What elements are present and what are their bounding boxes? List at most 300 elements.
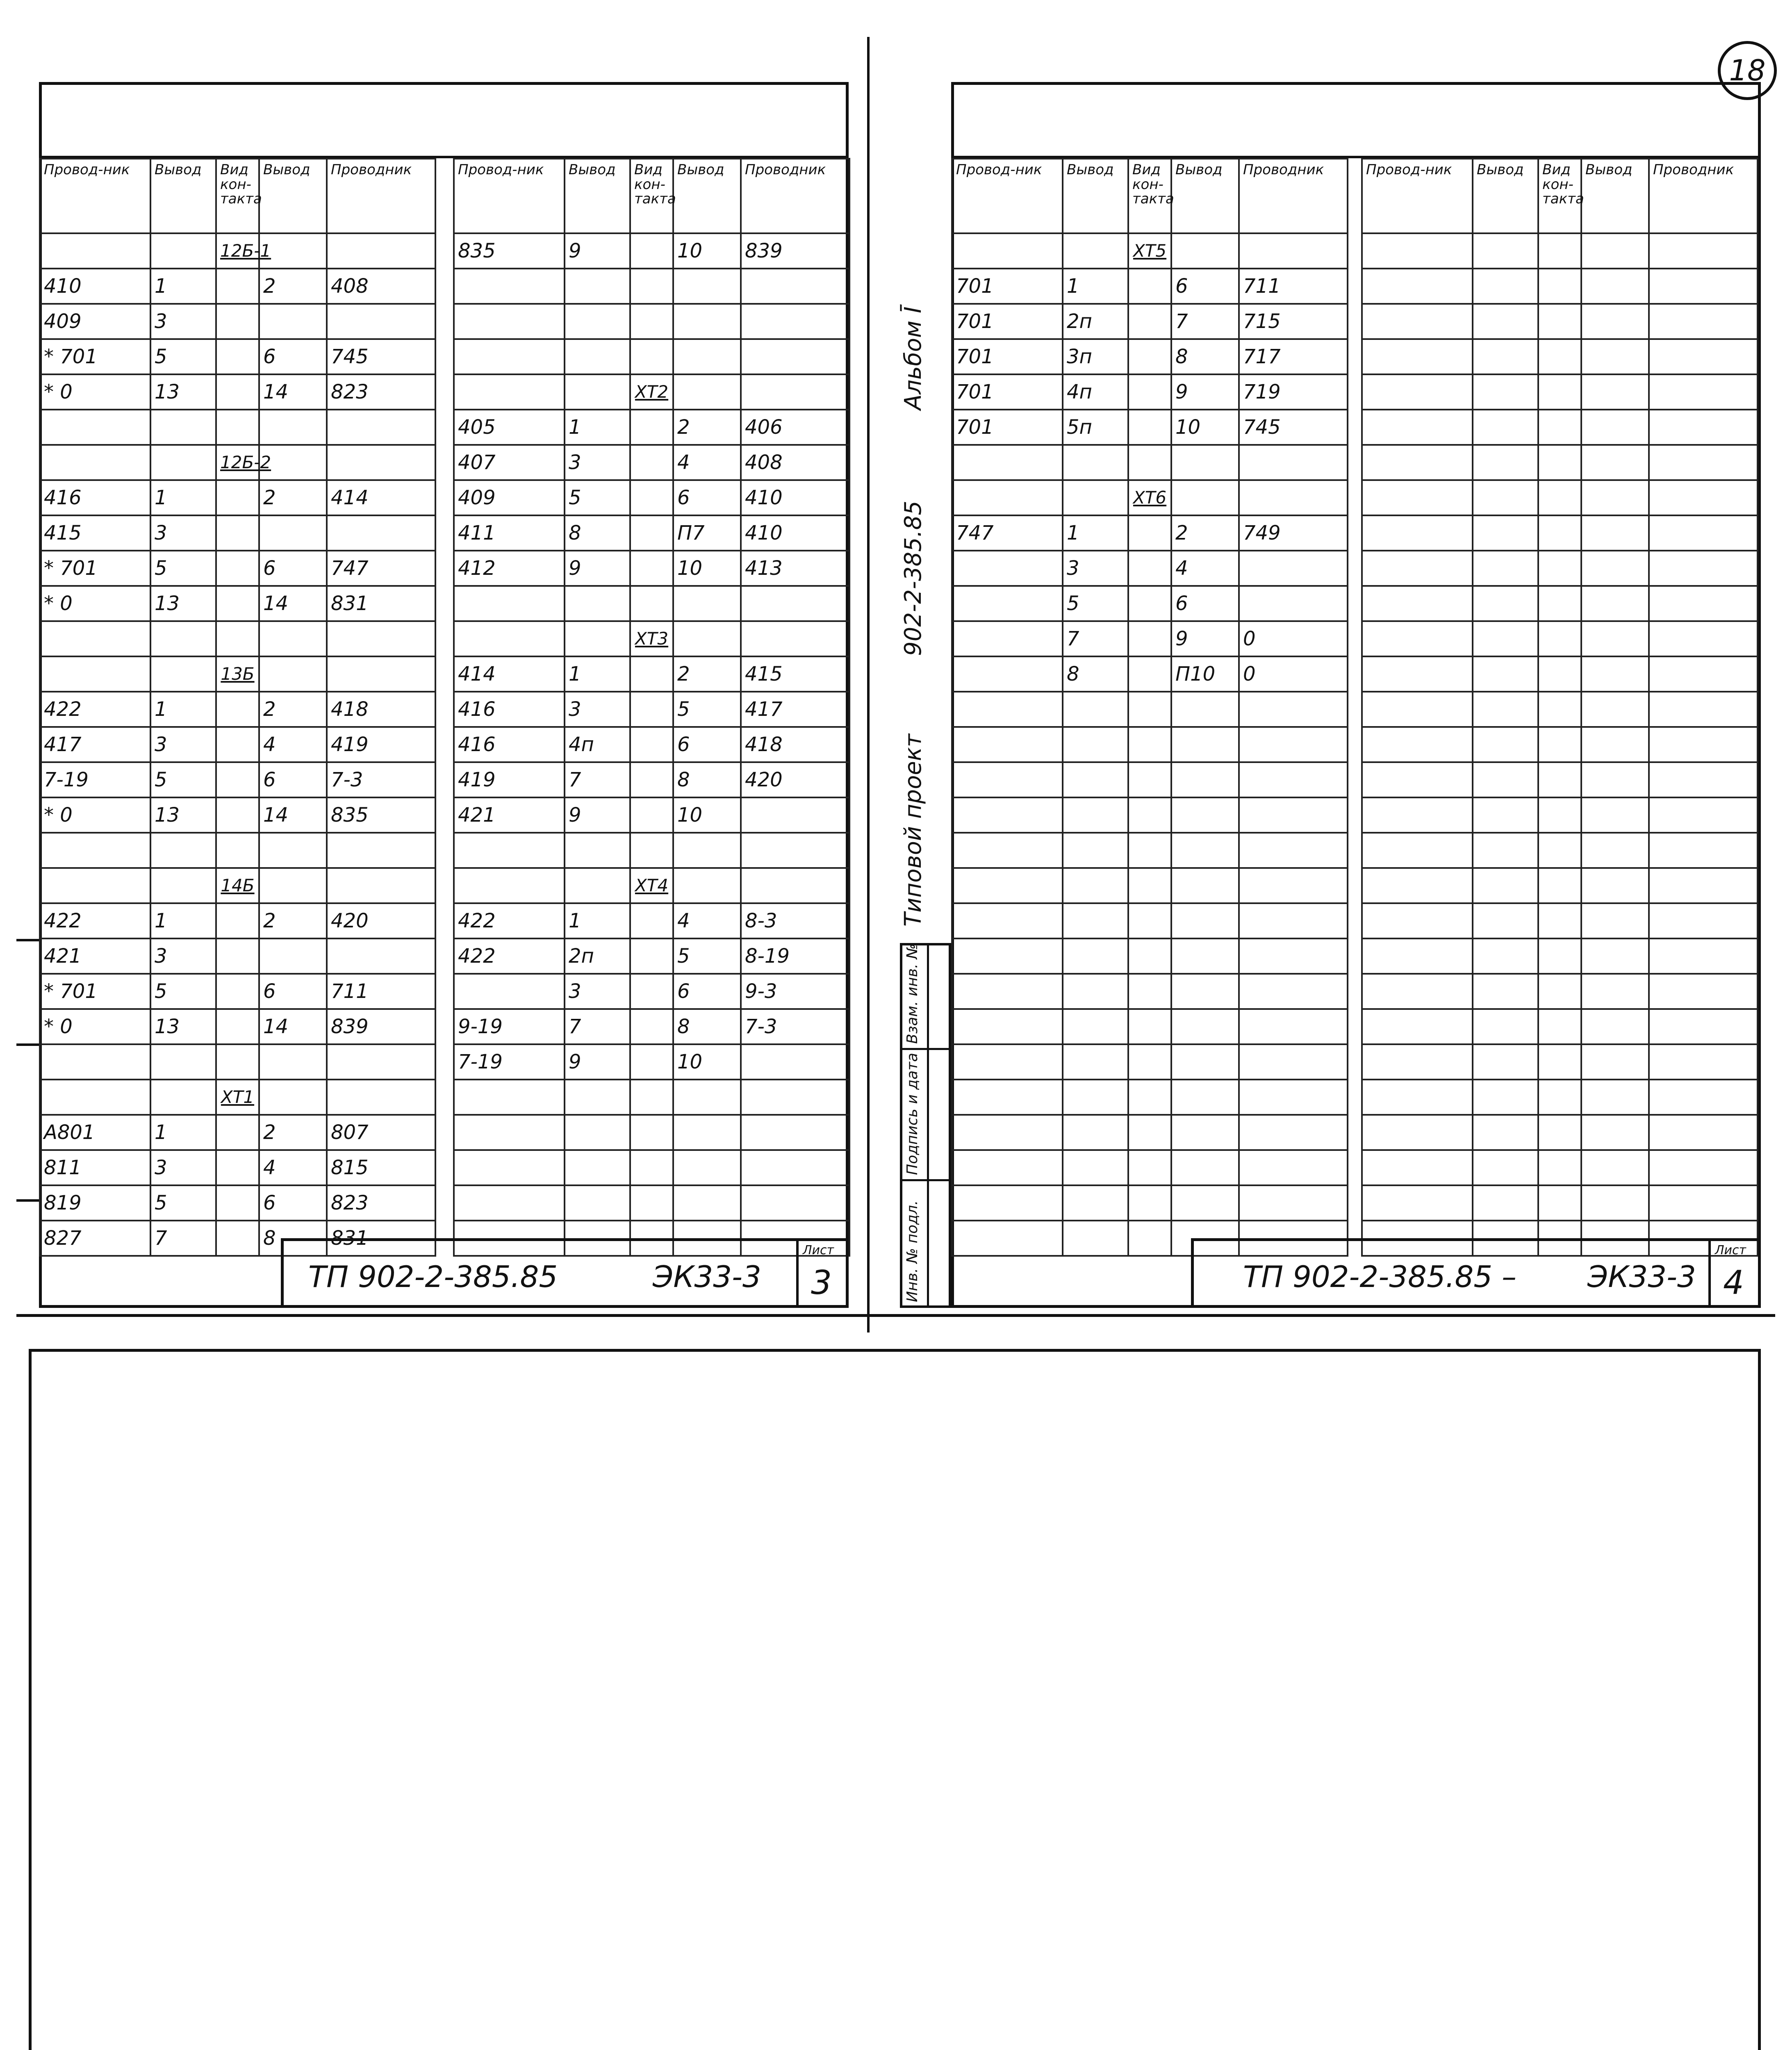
- table-cell: [1362, 974, 1473, 1009]
- table-cell: 414: [454, 656, 565, 692]
- contact-type-cell: [1128, 938, 1171, 974]
- table-cell: 8-19: [741, 938, 849, 974]
- table-cell: [259, 621, 327, 656]
- table-cell: [565, 304, 630, 339]
- table-cell: 7-3: [327, 762, 435, 797]
- table-cell: [259, 304, 327, 339]
- table-row: [952, 797, 1348, 833]
- table-cell: [40, 868, 150, 903]
- contact-type-cell: [1538, 1080, 1581, 1115]
- table-cell: [1473, 833, 1538, 868]
- table-cell: 9-19: [454, 1009, 565, 1044]
- contact-type-cell: [630, 233, 673, 269]
- table-cell: [1581, 233, 1649, 269]
- table-cell: [1063, 833, 1128, 868]
- table-row: [40, 1080, 435, 1115]
- table-cell: [565, 1185, 630, 1221]
- table-row: [454, 797, 849, 833]
- table-cell: [1649, 727, 1758, 762]
- table-cell: 2: [259, 1115, 327, 1150]
- table-cell: 9: [565, 233, 630, 269]
- table-cell: [1362, 551, 1473, 586]
- table-row: [40, 974, 435, 1009]
- contact-type-cell: [216, 938, 259, 974]
- table-cell: [952, 233, 1063, 269]
- table-cell: [1473, 692, 1538, 727]
- table-cell: [327, 1080, 435, 1115]
- table-header-row: [40, 159, 435, 233]
- table-cell: [1473, 480, 1538, 515]
- table-cell: [1362, 762, 1473, 797]
- table-row: [952, 727, 1348, 762]
- table-cell: 417: [741, 692, 849, 727]
- table-row: [952, 1009, 1348, 1044]
- header-terminal: Вывод: [1581, 159, 1649, 233]
- table-cell: 3: [150, 515, 216, 551]
- contact-type-cell: [1538, 656, 1581, 692]
- table-cell: [1473, 1150, 1538, 1185]
- table-row: [1362, 621, 1758, 656]
- table-cell: [1239, 833, 1348, 868]
- table-cell: [1362, 1080, 1473, 1115]
- table-cell: [565, 621, 630, 656]
- table-cell: [1063, 1009, 1128, 1044]
- contact-type-cell: [216, 1044, 259, 1080]
- table-cell: [150, 1044, 216, 1080]
- table-row: [454, 269, 849, 304]
- table-cell: [565, 1115, 630, 1150]
- sheet4-sheet-label: Лист: [1715, 1243, 1746, 1257]
- table-cell: [1649, 1009, 1758, 1044]
- table-cell: [1239, 727, 1348, 762]
- side-stamp-label-inv: Инв. № подл.: [904, 1200, 921, 1302]
- side-text-project-code: 902-2-385.85: [900, 501, 927, 656]
- table-cell: 2: [259, 903, 327, 938]
- table-row: [40, 1150, 435, 1185]
- left-tick-1: [16, 939, 41, 941]
- table-row: [454, 1115, 849, 1150]
- table-cell: [1473, 374, 1538, 410]
- table-row: [1362, 938, 1758, 974]
- table-cell: 5: [150, 339, 216, 374]
- contact-type-cell: [630, 586, 673, 621]
- table-cell: 420: [327, 903, 435, 938]
- table-cell: [673, 621, 741, 656]
- table-cell: 8-3: [741, 903, 849, 938]
- table-cell: [1063, 938, 1128, 974]
- contact-type-cell: [630, 304, 673, 339]
- table-cell: 422: [454, 903, 565, 938]
- table-row: [454, 304, 849, 339]
- table-cell: 13: [150, 1009, 216, 1044]
- table-cell: 422: [40, 903, 150, 938]
- table-cell: 7: [565, 1009, 630, 1044]
- table-cell: [1063, 1044, 1128, 1080]
- table-cell: 7: [1171, 304, 1239, 339]
- sheet3-stamp-code: ТП 902-2-385.85: [308, 1260, 558, 1294]
- table-cell: [1063, 727, 1128, 762]
- contact-type-cell: 12Б-2: [216, 445, 259, 480]
- table-cell: 420: [741, 762, 849, 797]
- contact-type-cell: ХТ2: [630, 374, 673, 410]
- table-cell: 4п: [1063, 374, 1128, 410]
- table-row: [1362, 445, 1758, 480]
- table-row: [454, 974, 849, 1009]
- contact-type-cell: 14Б: [216, 868, 259, 903]
- table-cell: 1: [565, 410, 630, 445]
- contact-type-cell: [1128, 903, 1171, 938]
- table-row: [952, 1080, 1348, 1115]
- table-cell: 1: [150, 692, 216, 727]
- table-cell: 4: [259, 727, 327, 762]
- table-cell: [1649, 1080, 1758, 1115]
- table-cell: [741, 1044, 849, 1080]
- table-cell: [1171, 1009, 1239, 1044]
- contact-type-cell: [630, 269, 673, 304]
- table-cell: [952, 480, 1063, 515]
- table-cell: [150, 868, 216, 903]
- table-cell: [1473, 586, 1538, 621]
- header-contact-type: Вид кон-такта: [216, 159, 259, 233]
- table-cell: 701: [952, 304, 1063, 339]
- table-cell: [40, 445, 150, 480]
- table-cell: [1362, 445, 1473, 480]
- table-cell: [1649, 586, 1758, 621]
- table-cell: [40, 656, 150, 692]
- table-cell: [1473, 1044, 1538, 1080]
- contact-type-cell: [630, 1009, 673, 1044]
- table-cell: 13: [150, 374, 216, 410]
- table-cell: [1581, 1185, 1649, 1221]
- contact-type-cell: [1538, 1115, 1581, 1150]
- table-row: [40, 551, 435, 586]
- table-cell: 8: [259, 1221, 327, 1256]
- table-cell: * 701: [40, 551, 150, 586]
- table-cell: 711: [327, 974, 435, 1009]
- table-cell: [1473, 621, 1538, 656]
- header-conductor: Провод-ник: [40, 159, 150, 233]
- table-cell: [1473, 445, 1538, 480]
- contact-type-cell: [630, 797, 673, 833]
- table-cell: 405: [454, 410, 565, 445]
- contact-type-cell: [216, 621, 259, 656]
- contact-type-cell: [630, 833, 673, 868]
- table-row: [1362, 233, 1758, 269]
- table-cell: [952, 1150, 1063, 1185]
- table-cell: [1362, 903, 1473, 938]
- table-cell: [1171, 692, 1239, 727]
- table-cell: [1473, 1080, 1538, 1115]
- table-row: [454, 1185, 849, 1221]
- table-cell: [1581, 797, 1649, 833]
- table-row: [952, 903, 1348, 938]
- side-stamp-divider: [902, 1179, 950, 1181]
- table-cell: 5: [150, 1185, 216, 1221]
- table-cell: [952, 445, 1063, 480]
- table-row: [40, 833, 435, 868]
- table-row: [952, 1044, 1348, 1080]
- table-cell: [1063, 1150, 1128, 1185]
- header-conductor: Проводник: [1239, 159, 1348, 233]
- table-cell: 418: [741, 727, 849, 762]
- table-cell: [1362, 868, 1473, 903]
- sheet3-title-stamp: [281, 1238, 849, 1308]
- table-cell: [1473, 727, 1538, 762]
- table-cell: [1063, 692, 1128, 727]
- contact-type-cell: [1538, 621, 1581, 656]
- table-cell: [454, 1115, 565, 1150]
- table-cell: [741, 1080, 849, 1115]
- table-cell: 1: [150, 269, 216, 304]
- table-cell: [1063, 762, 1128, 797]
- table-cell: [1362, 656, 1473, 692]
- table-row: [40, 339, 435, 374]
- contact-type-cell: [216, 410, 259, 445]
- header-conductor: Провод-ник: [952, 159, 1063, 233]
- table-row: [454, 1080, 849, 1115]
- table-cell: [327, 938, 435, 974]
- table-cell: [150, 833, 216, 868]
- table-row: [1362, 797, 1758, 833]
- table-cell: [1649, 1150, 1758, 1185]
- table-cell: [952, 1221, 1063, 1256]
- table-cell: [454, 833, 565, 868]
- table-cell: [952, 586, 1063, 621]
- table-cell: [40, 233, 150, 269]
- table-cell: 7-19: [454, 1044, 565, 1080]
- table-row: [454, 515, 849, 551]
- table-cell: 5: [565, 480, 630, 515]
- table-row: [454, 374, 849, 410]
- table-cell: [1362, 1150, 1473, 1185]
- table-cell: [1649, 480, 1758, 515]
- side-text-project-type: Типовой проект: [900, 733, 927, 927]
- table-cell: 9: [565, 797, 630, 833]
- table-cell: [150, 656, 216, 692]
- contact-type-cell: [216, 727, 259, 762]
- table-cell: 414: [327, 480, 435, 515]
- side-stamp-label-repl: Взам. инв. №: [904, 943, 921, 1044]
- table-cell: * 0: [40, 374, 150, 410]
- table-cell: [1581, 586, 1649, 621]
- table-cell: [454, 1080, 565, 1115]
- table-row: [454, 868, 849, 903]
- table-row: [1362, 586, 1758, 621]
- table-cell: [454, 339, 565, 374]
- table-cell: [1362, 233, 1473, 269]
- table-cell: 5: [150, 551, 216, 586]
- contact-type-cell: [1538, 586, 1581, 621]
- header-terminal: Вывод: [565, 159, 630, 233]
- table-row: [40, 445, 435, 480]
- table-cell: [40, 833, 150, 868]
- table-cell: [1473, 410, 1538, 445]
- table-cell: [1239, 586, 1348, 621]
- table-cell: 0: [1239, 656, 1348, 692]
- table-cell: [952, 1009, 1063, 1044]
- table-cell: 1: [150, 480, 216, 515]
- contact-type-cell: [1128, 868, 1171, 903]
- table-cell: [952, 903, 1063, 938]
- header-conductor: Провод-ник: [454, 159, 565, 233]
- table-cell: [1171, 480, 1239, 515]
- table-cell: [1649, 269, 1758, 304]
- upper-bottom-line: [16, 1314, 1775, 1317]
- table-row: [952, 551, 1348, 586]
- contact-type-cell: [216, 304, 259, 339]
- table-row: [454, 586, 849, 621]
- contact-type-cell: [630, 938, 673, 974]
- side-stamp-divider: [927, 945, 929, 1306]
- contact-type-cell: [1128, 797, 1171, 833]
- contact-type-cell: [216, 974, 259, 1009]
- table-row: [40, 621, 435, 656]
- table-row: [454, 656, 849, 692]
- table-cell: [952, 974, 1063, 1009]
- table-cell: [565, 1080, 630, 1115]
- table-cell: [1362, 269, 1473, 304]
- contact-type-cell: [630, 1080, 673, 1115]
- table-cell: 7-19: [40, 762, 150, 797]
- table-cell: 5: [1063, 586, 1128, 621]
- sheet4-stamp-code: ТП 902-2-385.85 –: [1243, 1260, 1517, 1294]
- table-cell: 417: [40, 727, 150, 762]
- table-cell: [952, 1185, 1063, 1221]
- table-cell: [673, 1150, 741, 1185]
- table-row: [40, 374, 435, 410]
- table-cell: 701: [952, 410, 1063, 445]
- table-cell: [673, 339, 741, 374]
- table-cell: 823: [327, 374, 435, 410]
- table-cell: [1063, 233, 1128, 269]
- contact-type-cell: [216, 1150, 259, 1185]
- table-cell: [1362, 586, 1473, 621]
- contact-type-cell: [1538, 903, 1581, 938]
- table-cell: 7: [1063, 621, 1128, 656]
- table-cell: [1649, 762, 1758, 797]
- table-cell: 14: [259, 374, 327, 410]
- table-cell: [259, 833, 327, 868]
- table-cell: 6: [673, 974, 741, 1009]
- table-cell: [1581, 621, 1649, 656]
- table-cell: [741, 339, 849, 374]
- table-cell: [952, 1044, 1063, 1080]
- table-cell: 416: [454, 692, 565, 727]
- table-cell: 422: [454, 938, 565, 974]
- table-cell: 10: [673, 233, 741, 269]
- table-cell: [259, 410, 327, 445]
- table-cell: 3: [565, 445, 630, 480]
- table-cell: [1473, 269, 1538, 304]
- table-cell: 701: [952, 269, 1063, 304]
- table-row: [1362, 833, 1758, 868]
- table-cell: [741, 868, 849, 903]
- table-cell: 745: [327, 339, 435, 374]
- table-cell: [1362, 833, 1473, 868]
- table-cell: [1649, 410, 1758, 445]
- table-cell: [1171, 233, 1239, 269]
- table-cell: 10: [673, 551, 741, 586]
- table-cell: 14: [259, 1009, 327, 1044]
- table-cell: 416: [454, 727, 565, 762]
- contact-type-cell: [216, 339, 259, 374]
- contact-type-cell: [1128, 1185, 1171, 1221]
- table-cell: 418: [327, 692, 435, 727]
- table-cell: [1239, 797, 1348, 833]
- table-cell: [1171, 1115, 1239, 1150]
- contact-type-cell: [1538, 1185, 1581, 1221]
- contact-type-cell: [216, 903, 259, 938]
- table-row: [1362, 410, 1758, 445]
- contact-type-cell: [630, 339, 673, 374]
- table-row: [454, 1009, 849, 1044]
- sheet4-right-table: [1361, 158, 1758, 1257]
- table-cell: [1473, 938, 1538, 974]
- table-cell: [1649, 304, 1758, 339]
- table-cell: 831: [327, 1221, 435, 1256]
- table-cell: 408: [327, 269, 435, 304]
- table-cell: [565, 269, 630, 304]
- table-cell: [259, 656, 327, 692]
- table-cell: [150, 621, 216, 656]
- contact-type-cell: [1538, 1044, 1581, 1080]
- table-cell: 835: [327, 797, 435, 833]
- header-conductor: Провод-ник: [1362, 159, 1473, 233]
- table-row: [454, 410, 849, 445]
- table-cell: [150, 410, 216, 445]
- table-cell: [1171, 1044, 1239, 1080]
- table-row: [40, 868, 435, 903]
- table-cell: 6: [259, 339, 327, 374]
- contact-type-cell: [1128, 410, 1171, 445]
- contact-type-cell: [1538, 551, 1581, 586]
- table-cell: 410: [741, 515, 849, 551]
- table-cell: [1649, 551, 1758, 586]
- table-cell: [1649, 515, 1758, 551]
- table-cell: 701: [952, 339, 1063, 374]
- table-cell: [259, 1080, 327, 1115]
- table-row: [40, 938, 435, 974]
- table-cell: 13: [150, 586, 216, 621]
- table-cell: 1: [150, 903, 216, 938]
- contact-type-cell: [1128, 727, 1171, 762]
- table-cell: 415: [741, 656, 849, 692]
- table-cell: [1649, 797, 1758, 833]
- left-tick-2: [16, 1043, 41, 1046]
- table-cell: 7: [150, 1221, 216, 1256]
- table-cell: 14: [259, 586, 327, 621]
- contact-type-cell: [1538, 445, 1581, 480]
- table-cell: [259, 1044, 327, 1080]
- table-cell: [1239, 974, 1348, 1009]
- table-cell: 421: [454, 797, 565, 833]
- table-cell: [1581, 304, 1649, 339]
- table-cell: [673, 304, 741, 339]
- table-cell: [259, 868, 327, 903]
- table-cell: [952, 692, 1063, 727]
- table-row: [40, 1115, 435, 1150]
- table-cell: [1239, 233, 1348, 269]
- table-cell: [1063, 445, 1128, 480]
- table-cell: 9: [1171, 621, 1239, 656]
- sheet4-stamp-mark: ЭК33-3: [1587, 1260, 1696, 1294]
- table-cell: [1581, 938, 1649, 974]
- header-contact-type: Вид кон-такта: [1538, 159, 1581, 233]
- header-terminal: Вывод: [150, 159, 216, 233]
- contact-type-cell: [1128, 656, 1171, 692]
- contact-type-cell: [216, 762, 259, 797]
- contact-type-cell: [1128, 374, 1171, 410]
